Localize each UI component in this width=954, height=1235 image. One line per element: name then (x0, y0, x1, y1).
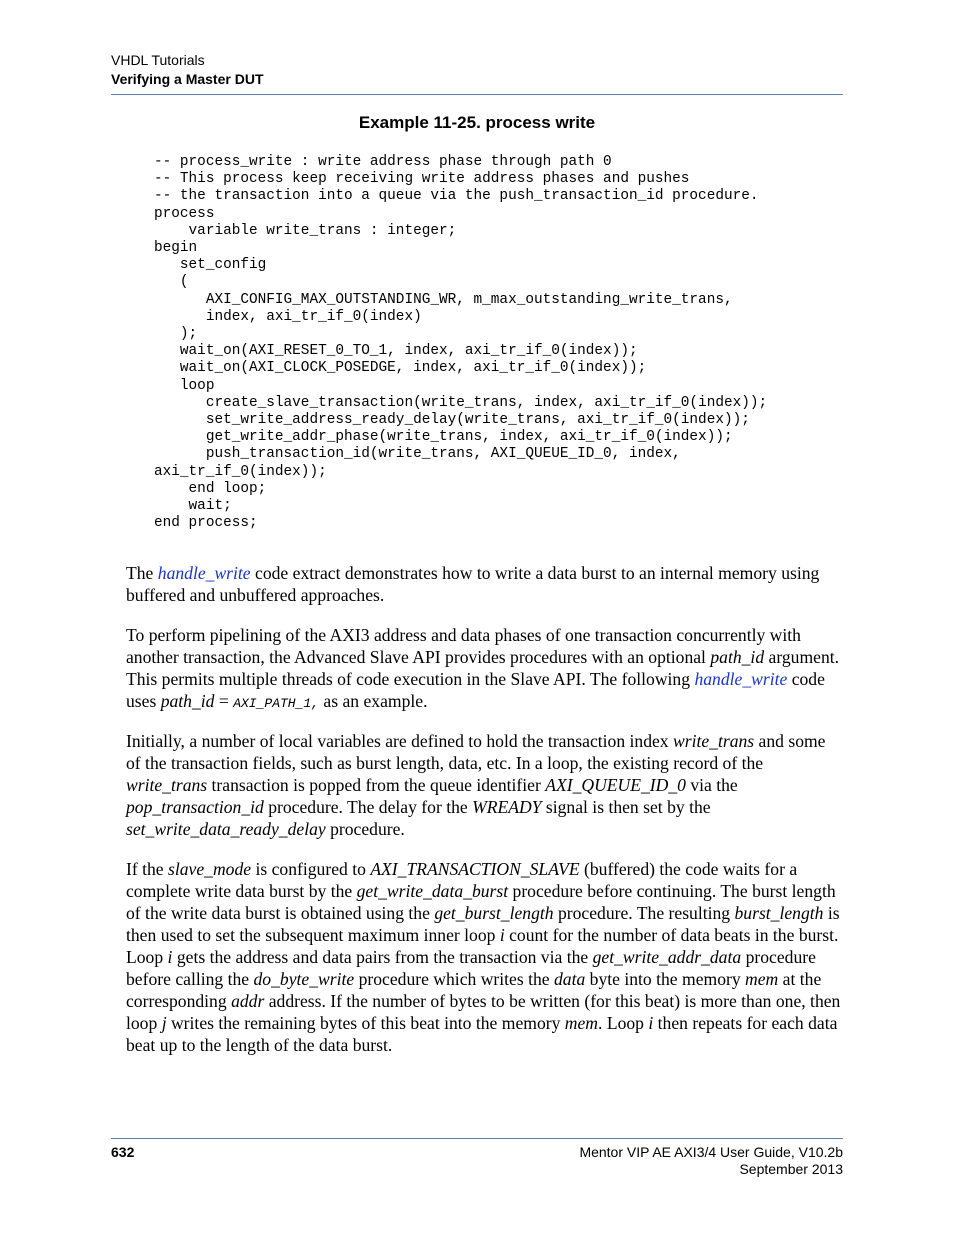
footer-info (579, 1144, 843, 1178)
running-header-section: VHDL Tutorials (111, 52, 205, 68)
header-rule (111, 94, 843, 95)
handle-write-link-2[interactable]: handle_write (694, 669, 788, 689)
paragraph-slave-mode: If the slave_mode is configured to AXI_TRANSACTION_SLAVE (buffered) the code waits for a complete write data burst by the get_write_data_burst procedure before continuing. The burst length of the write data burst is obtained using the get_burst_length procedure. The resulting burst_length is then used to set the subsequent maximum inner loop i count for the number of data beats in the burst. Loop i gets the address and data pairs from the transaction via the get_write_addr_data procedure before calling the do_byte_write procedure which writes the data byte into the memory mem at the corresponding addr address. If the number of bytes to be written (for this beat) is more than one, then loop j writes the remaining bytes of this beat into the memory mem. Loop i then repeats for each data beat up to the length of the data burst. (126, 859, 841, 1055)
code-example: -- process_write : write address phase through path 0 -- This process keep receiving write address phases and pushes -- the transaction into a queue via the push_transaction_id procedure. process variable write_trans : integer; begin set_config ( AXI_CONFIG_MAX_OUTSTANDING_WR, m_max_outstanding_write_trans, index, axi_tr_if_0(index) ); wait_on(AXI_RESET_0_TO_1, index, axi_tr_if_0(index)); wait_on(AXI_CLOCK_POSEDGE, index, axi_tr_if_0(index)); loop create_slave_transaction(write_trans, index, axi_tr_if_0(index)); set_write_address_ready_delay(write_trans, axi_tr_if_0(index)); get_write_addr_phase(write_trans, index, axi_tr_if_0(index)); push_transaction_id(write_trans, AXI_QUEUE_ID_0, index, axi_tr_if_0(index)); end loop; wait; end process; (154, 154, 768, 532)
handle-write-link[interactable]: handle_write (157, 563, 251, 583)
inline-code: AXI_PATH_1, (233, 696, 320, 711)
publication-date: September 2013 (739, 1161, 843, 1177)
footer-rule (111, 1138, 843, 1139)
running-header-subsection: Verifying a Master DUT (111, 71, 264, 87)
page-number: 632 (111, 1144, 135, 1160)
paragraph-intro: The handle_write code extract demonstrates how to write a data burst to an internal memory using buffered and unbuffered approaches. (126, 563, 820, 605)
guide-title: Mentor VIP AE AXI3/4 User Guide, V10.2b (579, 1144, 843, 1160)
paragraph-pipelining: To perform pipelining of the AXI3 address and data phases of one transaction concurrently with another transaction, the Advanced Slave API provides procedures with an optional path_id argument. This permits multiple threads of code execution in the Slave API. The following handle_write code uses path_id = AXI_PATH_1, as an example. (126, 625, 840, 711)
example-title: Example 11-25. process write (358, 113, 596, 132)
paragraph-variables: Initially, a number of local variables are defined to hold the transaction index write_trans and some of the transaction fields, such as burst length, data, etc. In a loop, the existing record of the write_trans transaction is popped from the queue identifier AXI_QUEUE_ID_0 via the pop_transaction_id procedure. The delay for the WREADY signal is then set by the set_write_data_ready_delay procedure. (126, 731, 826, 839)
